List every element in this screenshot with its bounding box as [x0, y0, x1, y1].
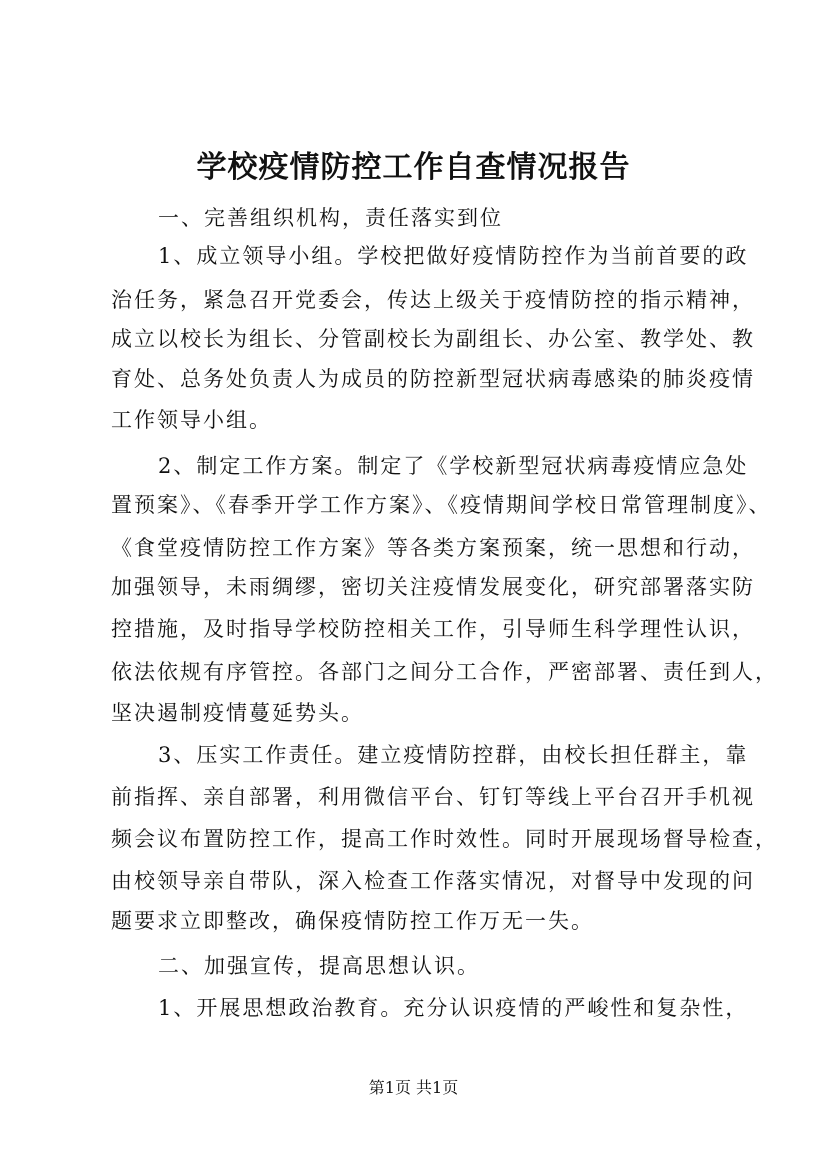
- paragraph-line: 《食堂疫情防控工作方案》等各类方案预案，统一思想和行动，: [111, 536, 755, 560]
- paragraph-line: 题要求立即整改，确保疫情防控工作万无一失。: [111, 909, 594, 933]
- paragraph-line: 频会议布置防控工作，提高工作时效性。同时开展现场督导检查，: [111, 827, 778, 851]
- document-title: 学校疫情防控工作自查情况报告: [196, 150, 631, 185]
- paragraph-line: 1、开展思想政治教育。充分认识疫情的严峻性和复杂性，: [158, 996, 749, 1020]
- paragraph-line: 1、成立领导小组。学校把做好疫情防控作为当前首要的政: [158, 244, 749, 268]
- paragraph-line: 前指挥、亲自部署，利用微信平台、钉钉等线上平台召开手机视: [111, 785, 755, 809]
- paragraph-line: 治任务，紧急召开党委会，传达上级关于疫情防控的指示精神，: [111, 288, 755, 312]
- paragraph-line: 育处、总务处负责人为成员的防控新型冠状病毒感染的肺炎疫情: [111, 367, 755, 391]
- paragraph-line: 加强领导，未雨绸缪，密切关注疫情发展变化，研究部署落实防: [111, 575, 755, 599]
- paragraph-line: 置预案》、《春季开学工作方案》、《疫情期间学校日常管理制度》、: [111, 493, 772, 517]
- paragraph-line: 成立以校长为组长、分管副校长为副组长、办公室、教学处、教: [111, 327, 755, 351]
- paragraph-line: 依法依规有序管控。各部门之间分工合作，严密部署、责任到人，: [111, 660, 778, 684]
- section-heading-2: 二、加强宣传，提高思想认识。: [158, 954, 480, 978]
- paragraph-line: 2、制定工作方案。制定了《学校新型冠状病毒疫情应急处: [158, 454, 749, 478]
- page-number-footer: 第1页 共1页: [368, 1078, 459, 1097]
- paragraph-line: 由校领导亲自带队，深入检查工作落实情况，对督导中发现的问: [111, 869, 755, 893]
- section-heading-1: 一、完善组织机构，责任落实到位: [158, 206, 503, 230]
- paragraph-line: 控措施，及时指导学校防控相关工作，引导师生科学理性认识，: [111, 617, 755, 641]
- paragraph-line: 工作领导小组。: [111, 408, 272, 432]
- paragraph-line: 3、压实工作责任。建立疫情防控群，由校长担任群主，靠: [158, 743, 749, 767]
- paragraph-line: 坚决遏制疫情蔓延势头。: [111, 701, 364, 725]
